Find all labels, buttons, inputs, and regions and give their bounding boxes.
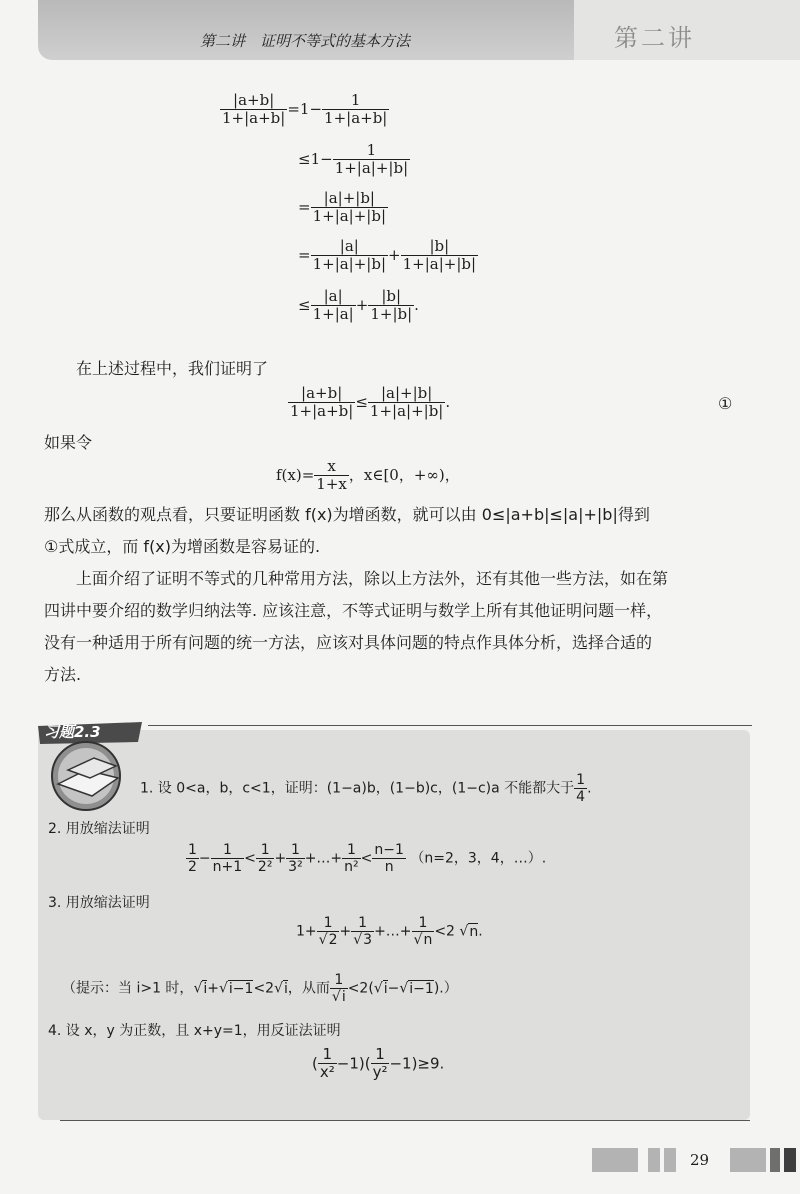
exercise-badge xyxy=(34,718,146,814)
exercise-4-formula: ( $\frac{1}{\text{x²}}$ −1)( $\frac{1}{\text{y²}}$ −1)≥9. xyxy=(312,1045,445,1082)
paragraph-4-line-1: 上面介绍了证明不等式的几种常用方法，除以上方法外，还有其他一些方法，如在第 xyxy=(76,569,669,588)
paragraph-1: 在上述过程中，我们证明了 xyxy=(76,359,269,378)
derivation-line-4: = $\frac{|a|}{1+|a|+|b|}$ + $\frac{|b|}{1+|a|+|b|}$ xyxy=(298,237,477,274)
exercise-badge-label: 习题2.3 xyxy=(44,723,101,741)
paragraph-4-line-3: 没有一种适用于所有问题的统一方法，应该对具体问题的特点作具体分析，选择合适的 xyxy=(44,633,653,652)
function-definition: f(x)= $\frac{x}{1+x}$ ，x∈[0，+∞)， xyxy=(276,457,460,494)
paragraph-2: 如果令 xyxy=(44,433,93,452)
exercise-2-title: 2. 用放缩法证明 xyxy=(48,821,150,837)
page-number: 29 xyxy=(690,1151,710,1169)
derivation-line-2: ≤1− $\frac{1}{1+|a|+|b|}$ xyxy=(298,141,409,178)
footer-strip-4 xyxy=(730,1148,766,1172)
exercise-top-rule xyxy=(148,725,752,726)
exercise-3-title: 3. 用放缩法证明 xyxy=(48,895,150,911)
derivation-line-5: ≤ $\frac{|a|}{1+|a|}$ + $\frac{|b|}{1+|b|}$ . xyxy=(298,287,419,324)
derivation-line-1: $\frac{|a+b|}{1+|a+b|}$ =1− $\frac{1}{1+|a+b|}$ xyxy=(222,91,388,128)
exercise-4-title: 4. 设 x，y 为正数，且 x+y=1，用反证法证明 xyxy=(48,1023,341,1039)
header-title: 第二讲 证明不等式的基本方法 xyxy=(200,32,411,50)
derivation-line-3: = $\frac{|a|+|b|}{1+|a|+|b|}$ xyxy=(298,189,387,226)
footer-strip-5 xyxy=(770,1148,780,1172)
paragraph-3-line-2: ①式成立，而 f(x)为增函数是容易证的. xyxy=(44,537,321,556)
paragraph-4-line-2: 四讲中要介绍的数学归纳法等. 应该注意，不等式证明与数学上所有其他证明问题一样， xyxy=(44,601,663,620)
exercise-3-hint: （提示：当 i>1 时，√i+√i−1<2√i，从而 $\frac{1}{√i}$ <2(√i−√i−1).） xyxy=(62,972,458,1006)
header-lecture-label: 第二讲 xyxy=(614,24,695,52)
paragraph-3-line-1: 那么从函数的观点看，只要证明函数 f(x)为增函数，就可以由 0≤|a+b|≤|a|+|b|得到 xyxy=(44,505,650,524)
exercise-1: 1. 设 0<a，b，c<1，证明：(1−a)b，(1−b)c，(1−c)a 不能都大于 $\frac{1}{4}$ . xyxy=(140,772,592,806)
footer-strip-3 xyxy=(664,1148,676,1172)
footer-strip-2 xyxy=(648,1148,660,1172)
footer-strip-1 xyxy=(592,1148,638,1172)
exercise-3-formula: 1+ $\frac{1}{√2}$ + $\frac{1}{√3}$ +…+ $\frac{1}{√n}$ <2 √n. xyxy=(296,915,483,949)
key-inequality: $\frac{|a+b|}{1+|a+b|}$ ≤ $\frac{|a|+|b|}{1+|a|+|b|}$ . xyxy=(290,384,451,421)
exercise-bottom-rule xyxy=(60,1120,750,1121)
equation-marker: ① xyxy=(718,394,733,413)
exercise-2-formula: $\frac{1}{2}$ − $\frac{1}{n+1}$ < $\frac{1}{\text{2²}}$ + $\frac{1}{\text{3²}}$ +…+ $\frac{1}{\text{n²}}$ < $\frac{n-1}{n}$ （n=2，3，4，…）. xyxy=(188,842,547,876)
paragraph-4-line-4: 方法. xyxy=(44,665,82,684)
footer-strip-6 xyxy=(784,1148,796,1172)
